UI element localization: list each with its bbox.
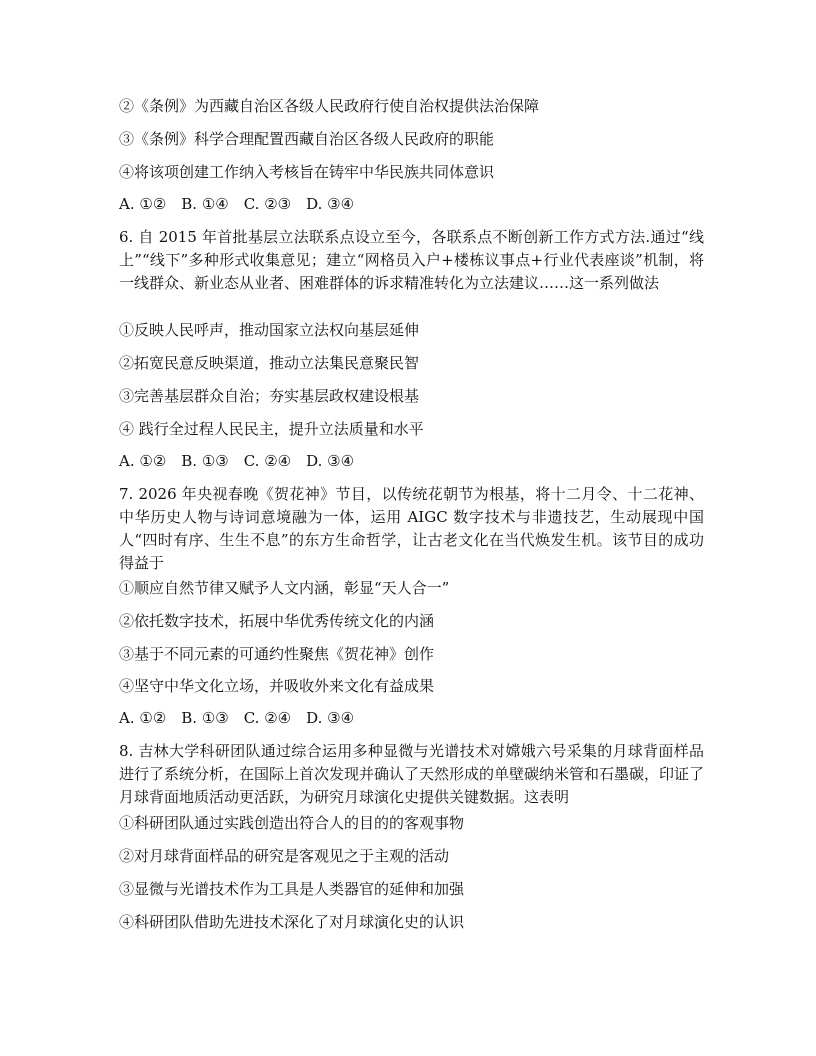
q7-answer-choices: A. ①② B. ①③ C. ②④ D. ③④ bbox=[119, 709, 355, 727]
q5-answer-choices: A. ①② B. ①④ C. ②③ D. ③④ bbox=[119, 195, 355, 213]
q6-option-1: ①反映人民呼声，推动国家立法权向基层延伸 bbox=[119, 321, 420, 339]
q6-option-4: ④ 践行全过程人民民主，提升立法质量和水平 bbox=[119, 420, 424, 438]
q6-option-2: ②拓宽民意反映渠道，推动立法集民意聚民智 bbox=[119, 354, 420, 372]
q7-option-3: ③基于不同元素的可通约性聚焦《贺花神》创作 bbox=[119, 645, 435, 663]
q7-option-2: ②依托数字技术，拓展中华优秀传统文化的内涵 bbox=[119, 612, 435, 630]
q5-option-3: ③《条例》科学合理配置西藏自治区各级人民政府的职能 bbox=[119, 130, 495, 148]
q8-option-2: ②对月球背面样品的研究是客观见之于主观的活动 bbox=[119, 847, 450, 865]
q7-stem: 7. 2026 年央视春晚《贺花神》节目，以传统花朝节为根基，将十二月令、十二花神、中华历史人物与诗词意境融为一体，运用 AIGC 数字技术与非遗技艺，生动展现中国人“四时有序、生生不息”的东方生命哲学，让古老文化在当代焕发生机。该节目的成功得益于 bbox=[119, 485, 704, 572]
q6-answer-choices: A. ①② B. ①③ C. ②④ D. ③④ bbox=[119, 452, 355, 470]
q6-option-3: ③完善基层群众自治；夯实基层政权建设根基 bbox=[119, 387, 420, 405]
q8-option-1: ①科研团队通过实践创造出符合人的目的的客观事物 bbox=[119, 814, 465, 832]
q5-option-4: ④将该项创建工作纳入考核旨在铸牢中华民族共同体意识 bbox=[119, 163, 495, 181]
q8-option-3: ③显微与光谱技术作为工具是人类器官的延伸和加强 bbox=[119, 880, 465, 898]
q8-stem: 8. 吉林大学科研团队通过综合运用多种显微与光谱技术对嫦娥六号采集的月球背面样品进行了系统分析，在国际上首次发现并确认了天然形成的单壁碳纳米管和石墨碳，印证了月球背面地质活动更活跃，为研究月球演化史提供关键数据。这表明 bbox=[119, 742, 705, 806]
q5-option-2: ②《条例》为西藏自治区各级人民政府行使自治权提供法治保障 bbox=[119, 97, 540, 115]
q6-stem: 6. 自 2015 年首批基层立法联系点设立至今，各联系点不断创新工作方式方法.通过“线上”“线下”多种形式收集意见；建立“网格员入户+楼栋议事点+行业代表座谈”机制，将一线群众、新业态从业者、困难群体的诉求精准转化为立法建议……这一系列做法 bbox=[119, 228, 704, 292]
q8-option-4: ④科研团队借助先进技术深化了对月球演化史的认识 bbox=[119, 913, 465, 931]
q7-option-4: ④坚守中华文化立场，并吸收外来文化有益成果 bbox=[119, 677, 435, 695]
q7-option-1: ①顺应自然节律又赋予人文内涵，彰显“天人合一” bbox=[119, 579, 450, 597]
